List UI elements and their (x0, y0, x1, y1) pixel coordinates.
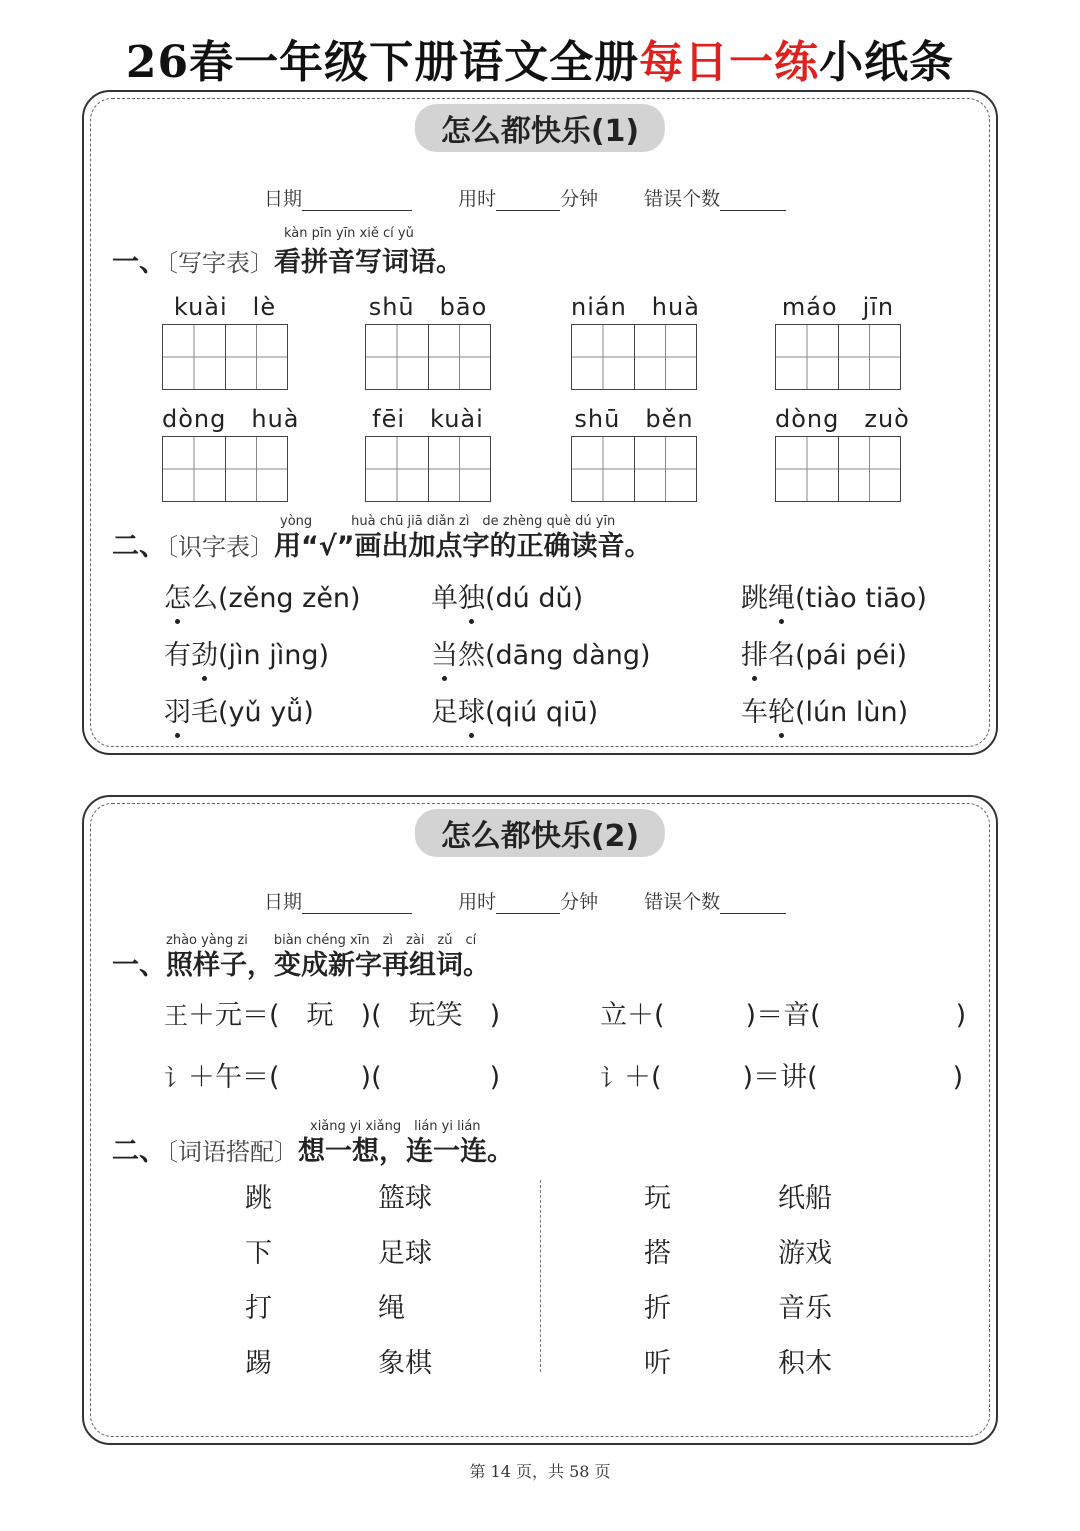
reading-choice[interactable]: 足球(qiú qiū) (431, 697, 599, 728)
q2-pinyin: yòng huà chū jiā diǎn zì de zhèng què dú yīn (280, 514, 616, 529)
card-1-question-1: 一、〔写字表〕看拼音写词语。 (112, 247, 463, 278)
reading-choice[interactable]: 有劲(jìn jìng) (164, 640, 330, 671)
word-box-7[interactable]: shū běn (571, 402, 697, 502)
word-box-3[interactable]: nián huà (571, 290, 697, 390)
match-word[interactable]: 打 (245, 1293, 272, 1324)
title-highlight: 每日一练 (639, 37, 820, 88)
card-2-meta: 日期 用时 分钟 错误个数 (264, 887, 826, 914)
match-word[interactable]: 篮球 (378, 1183, 432, 1214)
reading-choice[interactable]: 羽毛(yǔ yǚ) (164, 697, 314, 728)
card-2-title: 怎么都快乐(2) (415, 809, 665, 857)
match-word[interactable]: 积木 (778, 1348, 832, 1379)
matching-divider (540, 1180, 541, 1372)
match-word[interactable]: 音乐 (778, 1293, 832, 1324)
reading-choice[interactable]: 当然(dāng dàng) (431, 640, 651, 671)
card-2-question-1: 一、照样子，变成新字再组词。 (112, 950, 490, 981)
match-word[interactable]: 踢 (245, 1348, 272, 1379)
page-title (0, 34, 1080, 92)
match-word[interactable]: 绳 (378, 1293, 405, 1324)
word-box-6[interactable]: fēi kuài (365, 402, 491, 502)
radical-equation[interactable]: 王＋元＝( 玩 )( 玩笑 ) (164, 1000, 501, 1031)
page-number: 第 14 页，共 58 页 (469, 1462, 611, 1481)
card-1-title: 怎么都快乐(1) (415, 104, 665, 152)
match-word[interactable]: 搭 (644, 1238, 671, 1269)
reading-choice[interactable]: 车轮(lún lùn) (741, 697, 909, 728)
reading-choice[interactable]: 怎么(zěng zěn) (164, 583, 361, 614)
card-1-question-2: 二、〔识字表〕用“√”画出加点字的正确读音。 (112, 531, 652, 562)
reading-choice[interactable]: 排名(pái péi) (741, 640, 908, 671)
match-word[interactable]: 折 (644, 1293, 671, 1324)
match-word[interactable]: 纸船 (778, 1183, 832, 1214)
title-tail: 小纸条 (819, 37, 955, 88)
match-word[interactable]: 听 (644, 1348, 671, 1379)
match-word[interactable]: 游戏 (778, 1238, 832, 1269)
radical-equation[interactable]: 讠＋( )＝讲( ) (600, 1062, 964, 1093)
q2-pinyin: xiǎng yi xiǎng lián yi lián (310, 1119, 481, 1134)
worksheet-card-1 (82, 90, 998, 755)
match-word[interactable]: 玩 (644, 1183, 671, 1214)
match-word[interactable]: 象棋 (378, 1348, 432, 1379)
word-box-5[interactable]: dòng huà (162, 402, 288, 502)
radical-equation[interactable]: 讠＋午＝( )( ) (164, 1062, 501, 1093)
card-1-meta: 日期 用时 分钟 错误个数 (264, 184, 826, 211)
q1-pinyin: zhào yàng zi biàn chéng xīn zì zài zǔ cí (166, 933, 477, 948)
match-word[interactable]: 跳 (245, 1183, 272, 1214)
card-2-question-2: 二、〔词语搭配〕想一想，连一连。 (112, 1136, 514, 1167)
title-main: 26春一年级下册语文全册 (125, 37, 640, 88)
word-box-1[interactable]: kuài lè (162, 290, 288, 390)
word-box-8[interactable]: dòng zuò (775, 402, 901, 502)
word-box-2[interactable]: shū bāo (365, 290, 491, 390)
reading-choice[interactable]: 单独(dú dǔ) (431, 583, 584, 614)
match-word[interactable]: 下 (245, 1238, 272, 1269)
word-box-4[interactable]: máo jīn (775, 290, 901, 390)
radical-equation[interactable]: 立＋( )＝音( ) (600, 1000, 967, 1031)
q1-pinyin: kàn pīn yīn xiě cí yǔ (284, 226, 414, 241)
reading-choice[interactable]: 跳绳(tiào tiāo) (741, 583, 927, 614)
match-word[interactable]: 足球 (378, 1238, 432, 1269)
